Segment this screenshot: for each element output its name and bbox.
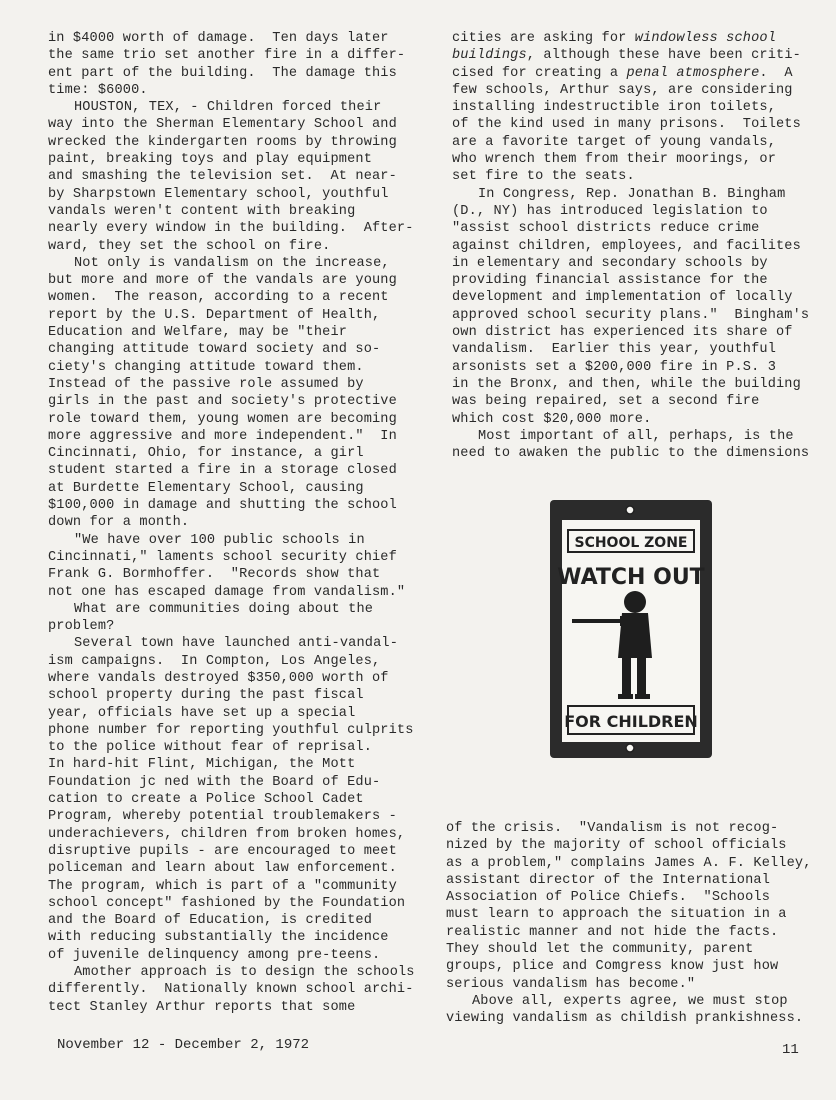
- right-column-top: [452, 30, 812, 462]
- text-line: against children, employees, and facilites: [452, 238, 801, 254]
- text-line: in $4000 worth of damage. Ten days later: [48, 31, 389, 46]
- text-line: Instead of the passive role assumed by: [48, 376, 364, 392]
- text-line: set fire to the seats.: [452, 169, 635, 185]
- text-line: disruptive pupils - are encouraged to meet: [48, 843, 397, 859]
- text-line: nized by the majority of school officials: [446, 838, 787, 854]
- text-line: in the Bronx, and then, while the building: [452, 376, 801, 392]
- text-line: ciety's changing attitude toward them.: [48, 359, 364, 375]
- text-line: differently. Nationally known school archi-: [48, 982, 414, 998]
- text-line: are a favorite target of young vandals,: [452, 134, 776, 150]
- text-line: the same trio set another fire in a differ-: [48, 48, 406, 64]
- text-line: What are communities doing about the: [74, 601, 374, 617]
- text-line: not one has escaped damage from vandalism.": [48, 584, 406, 600]
- text-line: "assist school districts reduce crime: [452, 221, 760, 237]
- text-line: $100,000 in damage and shutting the school: [48, 498, 397, 514]
- text-line: HOUSTON, TEX, - Children forced their: [74, 100, 382, 116]
- text-line: which cost $20,000 more.: [452, 411, 652, 427]
- text-line: report by the U.S. Department of Health,: [48, 307, 381, 323]
- text-line: own district has experienced its share of: [452, 325, 793, 341]
- text-line: Amother approach is to design the schools: [74, 965, 415, 981]
- text-line: installing indestructible iron toilets,: [452, 100, 776, 116]
- text-line: cation to create a Police School Cadet: [48, 792, 364, 808]
- text-line: In hard-hit Flint, Michigan, the Mott: [48, 757, 356, 773]
- text-line: cised for creating a penal atmosphere. A: [452, 65, 793, 81]
- text-line: They should let the community, parent: [446, 942, 754, 958]
- text-line: Foundation jc ned with the Board of Edu-: [48, 774, 381, 790]
- top-bolt: [626, 506, 634, 514]
- text-line: who wrench them from their moorings, or: [452, 152, 776, 168]
- text-line: in elementary and secondary schools by: [452, 255, 768, 271]
- text-line: cities are asking for windowless school: [452, 31, 777, 46]
- text-line: ward, they set the school on fire.: [48, 238, 331, 254]
- text-line: down for a month.: [48, 515, 190, 531]
- text-line: changing attitude toward society and so-: [48, 342, 381, 358]
- text-line: "We have over 100 public schools in: [74, 532, 365, 548]
- text-line: and smashing the television set. At near-: [48, 169, 397, 185]
- text-line: development and implementation of locally: [452, 290, 793, 306]
- text-line: women. The reason, according to a recent: [48, 290, 389, 306]
- text-line: of juvenile delinquency among pre-teens.: [48, 947, 381, 963]
- text-line: Frank G. Bormhoffer. "Records show that: [48, 567, 381, 583]
- text-line: underachievers, children from broken homes,: [48, 826, 406, 842]
- text-line: vandals weren't content with breaking: [48, 203, 356, 219]
- text-line: Above all, experts agree, we must stop: [472, 993, 788, 1009]
- text-line: student started a fire in a storage closed: [48, 463, 397, 479]
- sign-line-school-zone: SCHOOL ZONE: [574, 535, 688, 551]
- school-zone-sign-illustration: [548, 498, 714, 760]
- right-column-bottom: [446, 820, 826, 1028]
- text-line: with reducing substantially the incidence: [48, 930, 389, 946]
- text-line: role toward them, young women are becoming: [48, 411, 397, 427]
- text-line: where vandals destroyed $350,000 worth of: [48, 670, 389, 686]
- footer-date: November 12 - December 2, 1972: [57, 1037, 310, 1053]
- text-line: providing financial assistance for the: [452, 273, 768, 289]
- text-line: as a problem," complains James A. F. Kelley,: [446, 855, 812, 871]
- text-line: Program, whereby potential troublemakers -: [48, 809, 397, 825]
- text-line: (D., NY) has introduced legislation to: [452, 203, 768, 219]
- text-line: by Sharpstown Elementary school, youthful: [48, 186, 389, 202]
- text-line: nearly every window in the building. After-: [48, 221, 414, 237]
- text-line: Association of Police Chiefs. "Schools: [446, 890, 770, 906]
- text-line: tect Stanley Arthur reports that some: [48, 999, 356, 1015]
- bottom-bolt: [626, 744, 634, 752]
- text-line: vandalism. Earlier this year, youthful: [452, 342, 776, 358]
- text-line: In Congress, Rep. Jonathan B. Bingham: [478, 186, 786, 202]
- text-line: serious vandalism has become.": [446, 976, 696, 992]
- text-line: arsonists set a $200,000 fire in P.S. 3: [452, 359, 776, 375]
- text-line: year, officials have set up a special: [48, 705, 356, 721]
- left-column: [48, 30, 440, 1016]
- text-line: realistic manner and not hide the facts.: [446, 924, 779, 940]
- text-line: school property during the past fiscal: [48, 688, 364, 704]
- text-line: way into the Sherman Elementary School and: [48, 117, 397, 133]
- text-line: Cincinnati," laments school security chief: [48, 549, 397, 565]
- text-line: of the kind used in many prisons. Toilets: [452, 117, 801, 133]
- text-line: must learn to approach the situation in a: [446, 907, 787, 923]
- text-line: Cincinnati, Ohio, for instance, a girl: [48, 446, 364, 462]
- sign-line-watch-out: WATCH OUT: [557, 565, 705, 590]
- text-line: viewing vandalism as childish prankishness.: [446, 1011, 804, 1027]
- text-line: groups, plice and Comgress know just how: [446, 959, 779, 975]
- text-line: need to awaken the public to the dimensions: [452, 446, 810, 462]
- text-line: few schools, Arthur says, are considering: [452, 82, 793, 98]
- text-line: and the Board of Education, is credited: [48, 913, 372, 929]
- text-line: problem?: [48, 619, 115, 635]
- text-line: paint, breaking toys and play equipment: [48, 152, 372, 168]
- text-line: was being repaired, set a second fire: [452, 394, 760, 410]
- text-line: wrecked the kindergarten rooms by throwing: [48, 134, 397, 150]
- text-line: at Burdette Elementary School, causing: [48, 480, 364, 496]
- text-line: Most important of all, perhaps, is the: [478, 428, 794, 444]
- text-line: but more and more of the vandals are young: [48, 273, 397, 289]
- text-line: phone number for reporting youthful culprits: [48, 722, 414, 738]
- text-line: Education and Welfare, may be "their: [48, 325, 348, 341]
- text-line: Several town have launched anti-vandal-: [74, 636, 398, 652]
- text-line: The program, which is part of a "community: [48, 878, 397, 894]
- text-line: ent part of the building. The damage this: [48, 65, 397, 81]
- text-line: more aggressive and more independent." In: [48, 428, 397, 444]
- text-line: approved school security plans." Bingham's: [452, 307, 810, 323]
- text-line: Not only is vandalism on the increase,: [74, 255, 390, 271]
- text-line: assistant director of the International: [446, 872, 770, 888]
- page-number: 11: [782, 1042, 799, 1058]
- sign-line-for-children: FOR CHILDREN: [564, 712, 698, 731]
- text-line: to the police without fear of reprisal.: [48, 740, 372, 756]
- text-line: buildings, although these have been criti-: [452, 48, 801, 64]
- text-line: school concept" fashioned by the Foundation: [48, 895, 406, 911]
- text-line: policeman and learn about law enforcement.: [48, 861, 397, 877]
- text-line: ism campaigns. In Compton, Los Angeles,: [48, 653, 381, 669]
- text-line: time: $6000.: [48, 82, 148, 98]
- text-line: girls in the past and society's protective: [48, 394, 397, 410]
- text-line: of the crisis. "Vandalism is not recog-: [446, 821, 779, 836]
